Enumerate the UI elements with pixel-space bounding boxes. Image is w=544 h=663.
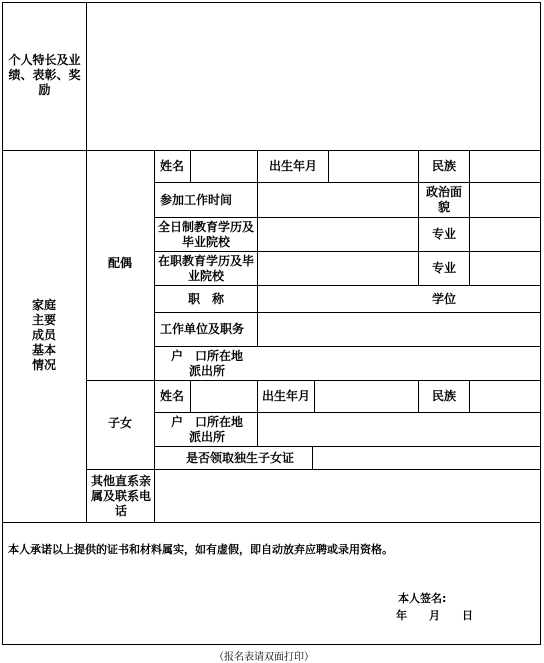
children-birth-field[interactable] xyxy=(316,382,417,411)
outer-border-bottom xyxy=(2,644,541,645)
spouse-degree-label: 学位 xyxy=(431,291,456,306)
spouse-inservice-edu-label: 在职教育学历及毕业院校 xyxy=(157,253,254,283)
spouse-fulltime-edu-field[interactable] xyxy=(259,219,417,250)
spouse-fulltime-major-label: 专业 xyxy=(431,227,456,241)
row-children-end xyxy=(86,469,541,470)
one-child-cert-label: 是否领取独生子女证 xyxy=(185,450,294,465)
spouse-fulltime-edu-label: 全日制教育学历及毕业院校 xyxy=(157,219,254,249)
v-ch-col-b xyxy=(257,380,258,447)
v-sp-col-e xyxy=(469,150,470,286)
col1-divider xyxy=(86,2,87,523)
specialty-field[interactable] xyxy=(88,4,538,148)
children-household-field[interactable] xyxy=(259,414,539,445)
children-name-field[interactable] xyxy=(192,382,256,411)
outer-border-top xyxy=(2,2,541,3)
v-ch-name xyxy=(190,380,191,413)
spouse-inservice-edu-field[interactable] xyxy=(259,253,417,284)
spouse-ethnicity-label: 民族 xyxy=(431,159,456,173)
children-household-label: 户 口所在地派出所 xyxy=(170,414,243,444)
specialty-label: 个人特长及业绩、表彰、奖励 xyxy=(8,52,81,97)
spouse-ethnicity-field[interactable] xyxy=(471,152,539,181)
v-sp-name xyxy=(190,150,191,183)
spouse-title-field[interactable] xyxy=(259,287,417,311)
spouse-birth-label: 出生年月 xyxy=(268,159,317,173)
spouse-name-label: 姓名 xyxy=(160,159,185,173)
print-note: （报名表请双面打印） xyxy=(214,652,314,663)
spouse-title-label: 职 称 xyxy=(187,291,224,306)
other-relatives-field[interactable] xyxy=(156,471,539,521)
spouse-political-label: 政治面貌 xyxy=(425,185,462,214)
spouse-inservice-major-field[interactable] xyxy=(471,253,539,284)
children-birth-label: 出生年月 xyxy=(262,389,311,403)
signature-label: 本人签名: xyxy=(398,592,447,605)
date-label: 年 月 日 xyxy=(396,609,473,622)
outer-border-right xyxy=(540,2,541,645)
children-label: 子女 xyxy=(108,415,133,430)
divider-family xyxy=(2,522,541,523)
spouse-political-field[interactable] xyxy=(471,184,539,216)
spouse-household-field[interactable] xyxy=(259,348,539,379)
children-ethnicity-label: 民族 xyxy=(431,389,456,403)
children-name-label: 姓名 xyxy=(160,389,185,403)
spouse-fulltime-major-field[interactable] xyxy=(471,219,539,250)
family-label: 家庭主要成员基本情况 xyxy=(31,297,56,372)
spouse-household-label: 户 口所在地派出所 xyxy=(170,348,243,378)
spouse-work-start-label: 参加工作时间 xyxy=(160,192,233,207)
spouse-work-start-field[interactable] xyxy=(259,184,417,216)
spouse-label: 配偶 xyxy=(108,255,133,270)
v-ch-col-e xyxy=(469,380,470,413)
pledge-text: 本人承诺以上提供的证书和材料属实，如有虚假，即自动放弃应聘或录用资格。 xyxy=(8,543,393,556)
spouse-inservice-major-label: 专业 xyxy=(431,261,456,275)
spouse-name-field[interactable] xyxy=(192,152,256,181)
spouse-birth-field[interactable] xyxy=(330,152,417,181)
spouse-employer-field[interactable] xyxy=(259,314,539,345)
col2-divider xyxy=(154,150,155,522)
other-relatives-label: 其他直系亲属及联系电话 xyxy=(90,473,151,518)
v-sp-birth xyxy=(328,150,329,183)
children-ethnicity-field[interactable] xyxy=(471,382,539,411)
spouse-degree-field[interactable] xyxy=(471,287,539,311)
v-ch-birth xyxy=(314,380,315,413)
v-ch-onechild xyxy=(312,446,313,470)
one-child-cert-field[interactable] xyxy=(314,448,539,468)
spouse-employer-label: 工作单位及职务 xyxy=(160,322,245,336)
